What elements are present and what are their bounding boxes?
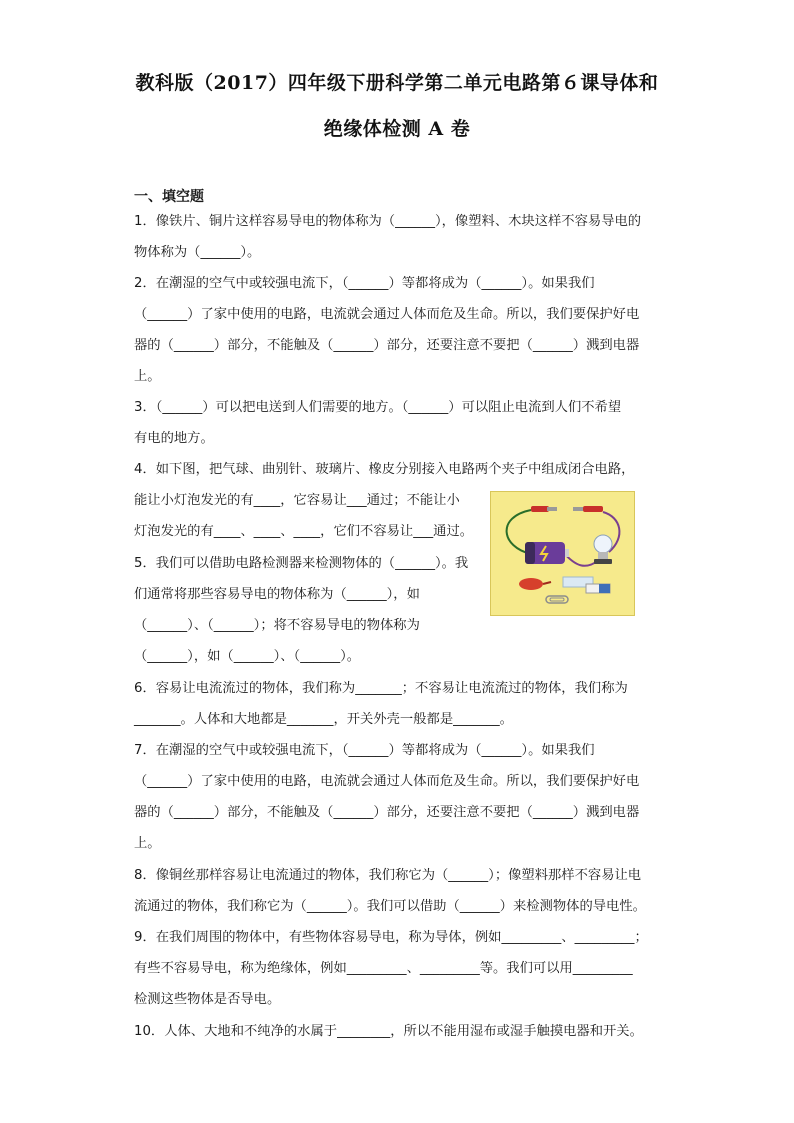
- question-line: 2．在潮湿的空气中或较强电流下，（______）等都将成为（______）。如果我们: [134, 276, 595, 291]
- question-line: 器的（______）部分，不能触及（______）部分，还要注意不要把（______）溅到电器: [134, 338, 640, 353]
- battery-icon: [525, 542, 569, 564]
- paperclip-icon: [546, 596, 568, 603]
- question-line: 7．在潮湿的空气中或较强电流下，（______）等都将成为（______）。如果我们: [134, 743, 595, 758]
- question-line: （______）、（______）；将不容易导电的物体称为: [134, 618, 420, 633]
- question-line: 灯泡发光的有____、____、____，它们不容易让___通过。: [134, 524, 474, 539]
- question-line: 9．在我们周围的物体中，有些物体容易导电，称为导体，例如_________、_________；: [134, 930, 648, 945]
- circuit-figure: [490, 491, 635, 616]
- eraser-icon: [586, 584, 610, 593]
- question-line: 物体称为（______）。: [134, 245, 261, 260]
- question-line: （______）了家中使用的电路，电流就会通过人体而危及生命。所以，我们要保护好电: [134, 774, 640, 789]
- question-line: 10．人体、大地和不纯净的水属于________，所以不能用湿布或湿手触摸电器和开关。: [134, 1024, 643, 1039]
- question-line: 5．我们可以借助电路检测器来检测物体的（______）。我: [134, 556, 469, 571]
- question-line: 有些不容易导电，称为绝缘体，例如_________、_________等。我们可以用_________: [134, 961, 633, 976]
- question-line: 器的（______）部分，不能触及（______）部分，还要注意不要把（______）溅到电器: [134, 805, 640, 820]
- question-line: 1．像铁片、铜片这样容易导电的物体称为（______），像塑料、木块这样不容易导电的: [134, 214, 642, 229]
- question-line: 4．如下图，把气球、曲别针、玻璃片、橡皮分别接入电路两个夹子中组成闭合电路，: [134, 462, 635, 477]
- bulb-icon: [594, 535, 612, 564]
- question-line: （______），如（______）、（______）。: [134, 649, 361, 664]
- question-line: 6．容易让电流流过的物体，我们称为_______；不容易让电流流过的物体，我们称为: [134, 681, 628, 696]
- question-line: 8．像铜丝那样容易让电流通过的物体，我们称它为（______）；像塑料那样不容易让电: [134, 868, 642, 883]
- question-line: 们通常将那些容易导电的物体称为（______），如: [134, 587, 420, 602]
- question-line: （______）了家中使用的电路，电流就会通过人体而危及生命。所以，我们要保护好电: [134, 307, 640, 322]
- circuit-illustration: [491, 492, 634, 615]
- question-line: _______。人体和大地都是_______，开关外壳一般都是_______。: [134, 712, 513, 727]
- page-title-line-1: 教科版（2017）四年级下册科学第二单元电路第６课导体和: [135, 72, 659, 94]
- clip-icon: [531, 506, 557, 512]
- question-line: 能让小灯泡发光的有____，它容易让___通过；不能让小: [134, 493, 460, 508]
- clip-icon-2: [573, 506, 603, 512]
- question-line: 流通过的物体，我们称它为（______）。我们可以借助（______）来检测物体的导电性。: [134, 899, 646, 914]
- section-heading: 一、填空题: [134, 189, 204, 205]
- question-line: 有电的地方。: [134, 431, 214, 446]
- balloon-icon: [519, 578, 551, 590]
- question-line: 上。: [134, 369, 161, 384]
- question-line: 检测这些物体是否导电。: [134, 992, 281, 1007]
- question-line: 上。: [134, 836, 161, 851]
- question-line: 3．（______）可以把电送到人们需要的地方。（______）可以阻止电流到人们不希望: [134, 400, 622, 415]
- page-title-line-2: 绝缘体检测 A 卷: [323, 118, 471, 140]
